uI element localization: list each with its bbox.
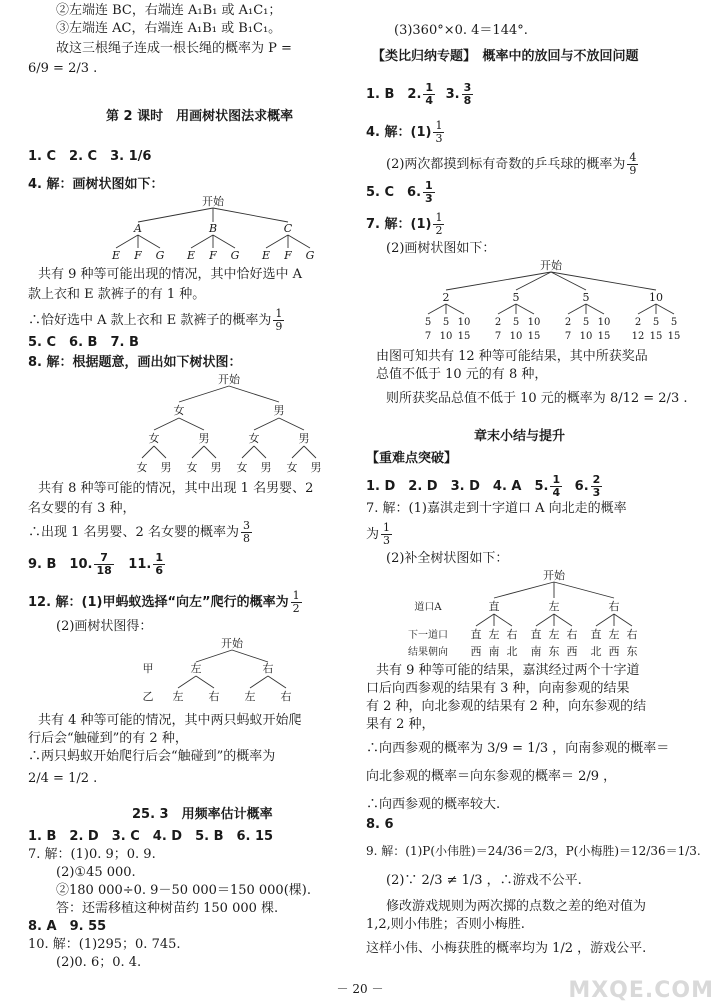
text-line: (3)360°×0. 4＝144°. bbox=[394, 23, 528, 38]
text-line: 12. 解：(1)甲蚂蚁选择“向左”爬行的概率为 $\frac{1}{2}$ bbox=[28, 589, 300, 615]
tree-leaf: 左 bbox=[608, 628, 620, 641]
text-line: ∴向西参观的概率为 3/9 = 1/3 ，向南参观的概率＝ bbox=[366, 741, 670, 756]
text-line: 9. 解：(1)P(小伟胜)＝24/36＝2/3，P(小梅胜)＝12/36＝1/3. bbox=[366, 844, 701, 858]
text-line: 共有 9 种等可能出现的情况，其中恰好选中 A bbox=[38, 267, 303, 282]
tree-leaf: 直 bbox=[530, 628, 542, 641]
tree-node: A bbox=[134, 222, 142, 235]
tree-node: 开始 bbox=[221, 637, 243, 650]
text-line: 7. 解：(1)嘉淇走到十字道口 A 向北走的概率 bbox=[366, 501, 627, 516]
section-title: 【类比归纳专题】 概率中的放回与不放回问题 bbox=[372, 49, 639, 64]
text-line: 10. 解：(1)295；0. 745. bbox=[28, 937, 181, 952]
tree-sum: 15 bbox=[649, 331, 663, 342]
tree-sum: 15 bbox=[597, 331, 611, 342]
answer-line: 1. B 2. D 3. C 4. D 5. B 6. 15 bbox=[28, 829, 274, 844]
tree-leaf: 右 bbox=[280, 690, 292, 703]
tree-result: 西 bbox=[608, 645, 620, 658]
tree-leaf: E bbox=[111, 249, 121, 262]
tree-leaf: 左 bbox=[488, 628, 500, 641]
tree-label: 结果朝向 bbox=[408, 647, 448, 658]
tree-leaf: 右 bbox=[566, 628, 578, 641]
text-line: 款上衣和 E 款裤子的有 1 种。 bbox=[28, 287, 206, 302]
text-line: 口后向西参观的结果有 3 种，向南参观的结果 bbox=[366, 681, 630, 696]
text-line: 果有 2 种， bbox=[366, 717, 435, 732]
tree-label: 道口A bbox=[414, 602, 442, 613]
tree-node: 左 bbox=[190, 662, 202, 675]
tree-node: 左 bbox=[548, 600, 560, 613]
text-line: (2)画树状图得： bbox=[56, 619, 153, 634]
tree-leaf: 5 bbox=[652, 317, 660, 328]
text-line: 由图可知共有 12 种等可能结果，其中所获奖品 bbox=[376, 349, 648, 364]
tree-node: 男 bbox=[198, 432, 210, 445]
tree-leaf: 10 bbox=[527, 317, 541, 328]
tree-leaf: 5 bbox=[442, 317, 450, 328]
tree-diagram-q7 bbox=[416, 258, 686, 344]
text-line: 4. 解：(1) $\frac{1}{3}$ bbox=[366, 119, 443, 145]
text-line: 名女婴的有 3 种， bbox=[28, 501, 136, 516]
text-line: 2/4 = 1/2 . bbox=[28, 771, 98, 786]
tree-node: 5 bbox=[512, 291, 520, 304]
tree-sum: 7 bbox=[494, 331, 502, 342]
tree-leaf: 直 bbox=[590, 628, 602, 641]
tree-node: 开始 bbox=[543, 569, 565, 582]
tree-node: 2 bbox=[442, 291, 450, 304]
tree-result: 北 bbox=[590, 645, 602, 658]
tree-leaf: E bbox=[261, 249, 271, 262]
text-line: 1,2,则小伟胜；否则小梅胜. bbox=[366, 917, 525, 932]
tree-sum: 10 bbox=[439, 331, 453, 342]
tree-node: B bbox=[208, 222, 218, 235]
text-line: 7. 解：(1)0. 9；0. 9. bbox=[28, 847, 156, 862]
text-line: ②左端连 BC，右端连 A₁B₁ 或 A₁C₁； bbox=[56, 3, 282, 18]
text-line: (2)补全树状图如下： bbox=[386, 551, 509, 566]
section-subtitle: 【重难点突破】 bbox=[366, 451, 458, 466]
tree-node: 右 bbox=[608, 600, 620, 613]
tree-leaf: 5 bbox=[424, 317, 432, 328]
tree-node: 直 bbox=[488, 600, 500, 613]
text-line: 故这三根绳子连成一根长绳的概率为 P = bbox=[56, 41, 292, 56]
answer-line: 8. 解：根据题意，画出如下树状图： bbox=[28, 355, 242, 370]
tree-sum: 15 bbox=[457, 331, 471, 342]
tree-leaf: 5 bbox=[512, 317, 520, 328]
tree-sum: 15 bbox=[527, 331, 541, 342]
text-line: ∴恰好选中 A 款上衣和 E 款裤子的概率为 $\frac{1}{9}$ bbox=[28, 307, 283, 333]
text-line: 总值不低于 10 元的有 8 种， bbox=[376, 367, 548, 382]
tree-leaf: 右 bbox=[626, 628, 638, 641]
text-line: 为 $\frac{1}{3}$ bbox=[366, 521, 391, 547]
text-line: ∴两只蚂蚁开始爬行后会“触碰到”的概率为 bbox=[28, 749, 276, 764]
tree-leaf: 右 bbox=[506, 628, 518, 641]
tree-sum: 10 bbox=[509, 331, 523, 342]
answer-line: 1. C 2. C 3. 1/6 bbox=[28, 149, 152, 164]
tree-leaf: 左 bbox=[244, 690, 256, 703]
tree-leaf: 5 bbox=[670, 317, 678, 328]
tree-result: 东 bbox=[626, 645, 638, 658]
answer-line: 8. A 9. 55 bbox=[28, 919, 107, 934]
tree-node: 10 bbox=[649, 291, 663, 304]
tree-label: 甲 bbox=[142, 662, 154, 675]
tree-leaf: 女 bbox=[286, 461, 298, 474]
tree-label: 乙 bbox=[142, 690, 154, 703]
tree-label: 下一道口 bbox=[408, 630, 448, 641]
tree-diagram-d7 bbox=[406, 568, 696, 660]
text-line: 共有 9 种等可能的结果，嘉淇经过两个十字道 bbox=[376, 663, 640, 678]
watermark-logo: MXQE.COM bbox=[568, 978, 714, 1003]
tree-sum: 10 bbox=[579, 331, 593, 342]
tree-leaf: 左 bbox=[548, 628, 560, 641]
tree-result: 西 bbox=[566, 645, 578, 658]
tree-result: 南 bbox=[488, 645, 500, 658]
text-line: 6/9 = 2/3 . bbox=[28, 61, 98, 76]
text-line: ∴向西参观的概率较大. bbox=[366, 797, 501, 812]
tree-leaf: 2 bbox=[564, 317, 572, 328]
tree-diagram-q8 bbox=[124, 372, 334, 480]
tree-leaf: 右 bbox=[208, 690, 220, 703]
section-title: 第 2 课时 用画树状图法求概率 bbox=[106, 109, 294, 124]
text-line: 则所获奖品总值不低于 10 元的概率为 8/12 = 2/3 . bbox=[386, 391, 688, 406]
text-line: 共有 4 种等可能的情况，其中两只蚂蚁开始爬 bbox=[38, 713, 302, 728]
tree-leaf: 10 bbox=[457, 317, 471, 328]
tree-leaf: G bbox=[230, 249, 240, 262]
page-number: － 20 － bbox=[336, 982, 384, 996]
tree-leaf: 男 bbox=[310, 461, 322, 474]
tree-node: 女 bbox=[173, 404, 185, 417]
tree-sum: 12 bbox=[631, 331, 645, 342]
tree-leaf: 左 bbox=[172, 690, 184, 703]
tree-leaf: 女 bbox=[136, 461, 148, 474]
tree-node: C bbox=[283, 222, 293, 235]
text-line: ∴出现 1 名男婴、2 名女婴的概率为 $\frac{3}{8}$ bbox=[28, 519, 250, 545]
text-line: (2)画树状图如下： bbox=[386, 241, 496, 256]
tree-sum: 15 bbox=[667, 331, 681, 342]
text-line: ③左端连 AC，右端连 A₁B₁ 或 B₁C₁。 bbox=[56, 21, 282, 36]
text-line: 这样小伟、小梅获胜的概率均为 1/2 ，游戏公平. bbox=[366, 941, 647, 956]
tree-leaf: 男 bbox=[260, 461, 272, 474]
text-line: 行后会“触碰到”的有 2 种， bbox=[28, 731, 188, 746]
answer-line: 5. C 6. B 7. B bbox=[28, 335, 139, 350]
tree-sum: 7 bbox=[564, 331, 572, 342]
text-line: 答：还需移植这种树苗约 150 000 棵. bbox=[56, 901, 279, 916]
tree-node: 男 bbox=[298, 432, 310, 445]
tree-leaf: F bbox=[284, 249, 292, 262]
tree-node: 女 bbox=[248, 432, 260, 445]
tree-leaf: 女 bbox=[186, 461, 198, 474]
tree-diagram-q4 bbox=[98, 194, 328, 264]
answer-line: 8. 6 bbox=[366, 817, 394, 832]
tree-node: 女 bbox=[148, 432, 160, 445]
answer-line: 4. 解：画树状图如下： bbox=[28, 177, 164, 192]
tree-leaf: 直 bbox=[470, 628, 482, 641]
tree-leaf: 2 bbox=[494, 317, 502, 328]
tree-node: 开始 bbox=[540, 259, 562, 272]
section-title: 25. 3 用频率估计概率 bbox=[132, 807, 273, 822]
text-line: 有 2 种，向北参观的结果有 2 种，向东参观的结 bbox=[366, 699, 647, 714]
answer-line: 5. C 6. $\frac{1}{3}$ bbox=[366, 179, 433, 205]
tree-node: 5 bbox=[582, 291, 590, 304]
text-line: 7. 解：(1) $\frac{1}{2}$ bbox=[366, 211, 443, 237]
tree-node: 开始 bbox=[202, 195, 224, 208]
tree-leaf: G bbox=[305, 249, 315, 262]
tree-leaf: 10 bbox=[597, 317, 611, 328]
tree-result: 东 bbox=[548, 645, 560, 658]
answer-line: 1. B 2. $\frac{1}{4}$ 3. $\frac{3}{8}$ bbox=[366, 81, 472, 107]
text-line: 向北参观的概率＝向东参观的概率＝ 2/9 ， bbox=[366, 769, 617, 784]
tree-leaf: 女 bbox=[236, 461, 248, 474]
tree-leaf: 5 bbox=[582, 317, 590, 328]
tree-leaf: F bbox=[134, 249, 142, 262]
tree-leaf: F bbox=[209, 249, 217, 262]
tree-result: 北 bbox=[506, 645, 518, 658]
tree-result: 南 bbox=[530, 645, 542, 658]
tree-leaf: G bbox=[155, 249, 165, 262]
text-line: (2)两次都摸到标有奇数的乒乓球的概率为 $\frac{4}{9}$ bbox=[386, 151, 637, 177]
answer-line: 1. D 2. D 3. D 4. A 5. $\frac{1}{4}$ 6. $\frac{2}{3}$ bbox=[366, 473, 601, 499]
text-line: 修改游戏规则为两次掷的点数之差的绝对值为 bbox=[386, 899, 647, 914]
answer-line: 9. B 10. $\frac{7}{18}$ 11. $\frac{1}{6}$ bbox=[28, 551, 163, 577]
tree-result: 西 bbox=[470, 645, 482, 658]
tree-node: 右 bbox=[262, 662, 274, 675]
section-title: 章末小结与提升 bbox=[474, 429, 566, 444]
text-line: 共有 8 种等可能的情况，其中出现 1 名男婴、2 bbox=[38, 481, 314, 496]
tree-leaf: 2 bbox=[634, 317, 642, 328]
text-line: (2)0. 6；0. 4. bbox=[56, 955, 142, 970]
tree-leaf: 男 bbox=[160, 461, 172, 474]
tree-diagram-q12 bbox=[138, 636, 338, 708]
tree-sum: 7 bbox=[424, 331, 432, 342]
text-line: (2)∵ 2/3 ≠ 1/3 ，∴游戏不公平. bbox=[386, 873, 582, 888]
tree-node: 男 bbox=[273, 404, 285, 417]
tree-leaf: 男 bbox=[210, 461, 222, 474]
text-line: ②180 000÷0. 9－50 000＝150 000(棵). bbox=[56, 883, 311, 898]
text-line: (2)①45 000. bbox=[56, 865, 136, 880]
tree-leaf: E bbox=[186, 249, 196, 262]
tree-node: 开始 bbox=[218, 373, 240, 386]
